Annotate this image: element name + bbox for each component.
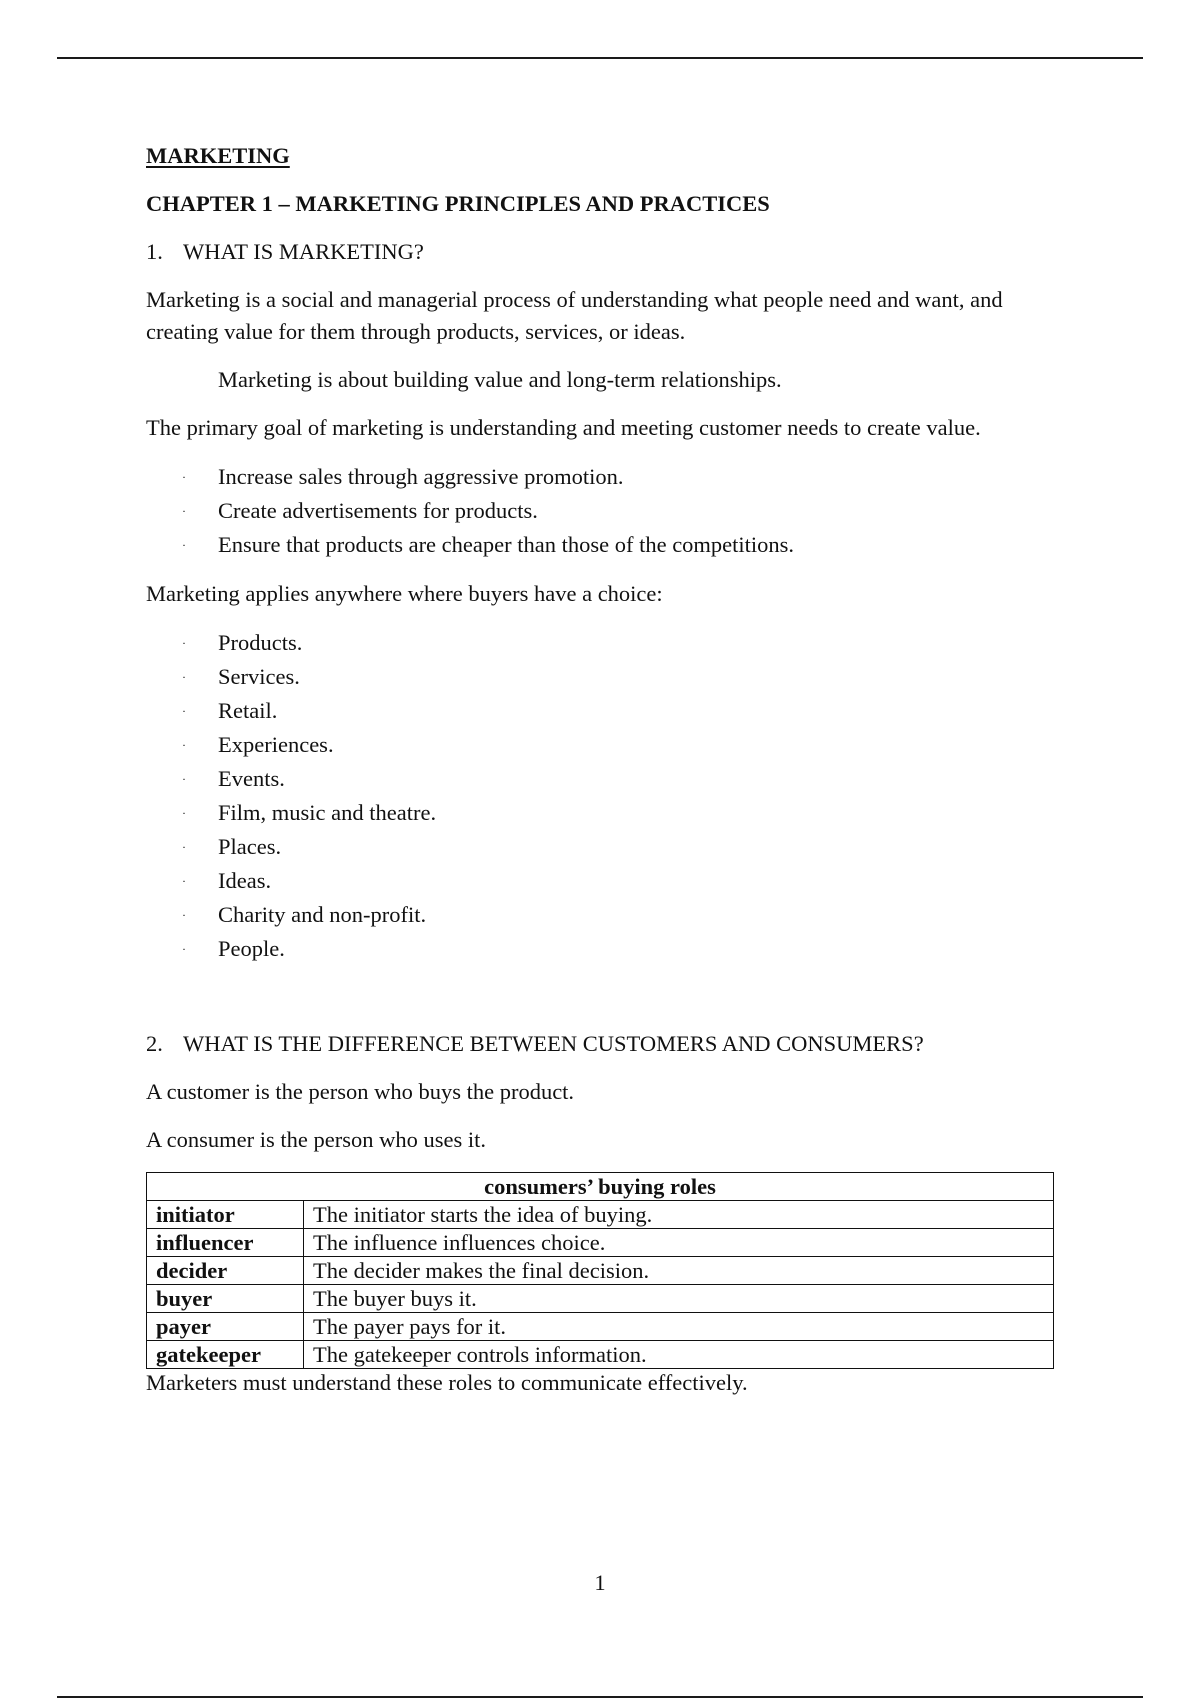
list-item: [146, 626, 1066, 660]
list-item: [146, 728, 1066, 762]
list-item: [146, 762, 1066, 796]
bullet-icon: ·: [182, 538, 186, 552]
document-title: MARKETING: [146, 143, 290, 168]
applies-intro: Marketing applies anywhere where buyers have a choice:: [146, 581, 663, 606]
table-row: [147, 1313, 1054, 1341]
section-1-heading: [146, 236, 1066, 268]
page-content: [146, 140, 1066, 1397]
list-item: [146, 460, 1066, 494]
table-row: [147, 1257, 1054, 1285]
customer-definition: A customer is the person who buys the product.: [146, 1079, 575, 1104]
list-item-text: People.: [218, 936, 285, 961]
list-item-text: Create advertisements for products.: [218, 498, 538, 523]
list-item-text: Ideas.: [218, 868, 272, 893]
role-description: The gatekeeper controls information.: [304, 1341, 1054, 1369]
list-item-text: Experiences.: [218, 732, 334, 757]
indented-note: Marketing is about building value and long-term relationships.: [218, 367, 782, 392]
bullet-icon: ·: [182, 504, 186, 518]
role-name: initiator: [147, 1201, 304, 1229]
bottom-rule: [57, 1696, 1143, 1698]
marketing-definition: Marketing is a social and managerial process of understanding what people need and want, and creating value for them through products, services, or ideas.: [146, 287, 1003, 344]
table-row: [147, 1201, 1054, 1229]
primary-goal: The primary goal of marketing is understanding and meeting customer needs to create value.: [146, 415, 981, 440]
role-name: decider: [147, 1257, 304, 1285]
section-2-heading-text: WHAT IS THE DIFFERENCE BETWEEN CUSTOMERS AND CONSUMERS?: [183, 1031, 924, 1056]
table-header-row: [147, 1173, 1054, 1201]
list-item: [146, 932, 1066, 966]
bullet-icon: ·: [182, 670, 186, 684]
bullet-icon: ·: [182, 704, 186, 718]
applies-bullet-list: [146, 626, 1066, 966]
list-item-text: Events.: [218, 766, 285, 791]
after-table-note: Marketers must understand these roles to communicate effectively.: [146, 1370, 748, 1395]
list-item: [146, 660, 1066, 694]
table-header: consumers’ buying roles: [147, 1173, 1054, 1201]
role-name: gatekeeper: [147, 1341, 304, 1369]
consumer-definition: A consumer is the person who uses it.: [146, 1127, 486, 1152]
list-item-text: Film, music and theatre.: [218, 800, 437, 825]
section-1-number: 1.: [146, 239, 163, 264]
role-description: The decider makes the final decision.: [304, 1257, 1054, 1285]
bullet-icon: ·: [182, 636, 186, 650]
role-name: payer: [147, 1313, 304, 1341]
role-name: influencer: [147, 1229, 304, 1257]
bullet-icon: ·: [182, 908, 186, 922]
section-2-number: 2.: [146, 1031, 163, 1056]
table-row: [147, 1229, 1054, 1257]
section-2-heading: [146, 1028, 1066, 1060]
list-item: [146, 898, 1066, 932]
buying-roles-table: [146, 1172, 1054, 1369]
list-item-text: Ensure that products are cheaper than those of the competitions.: [218, 532, 795, 557]
list-item: [146, 796, 1066, 830]
chapter-title: CHAPTER 1 – MARKETING PRINCIPLES AND PRACTICES: [146, 191, 770, 216]
list-item-text: Places.: [218, 834, 282, 859]
list-item: [146, 694, 1066, 728]
list-item-text: Products.: [218, 630, 303, 655]
list-item-text: Charity and non-profit.: [218, 902, 427, 927]
list-item-text: Services.: [218, 664, 300, 689]
bullet-icon: ·: [182, 840, 186, 854]
list-item-text: Retail.: [218, 698, 278, 723]
role-description: The influence influences choice.: [304, 1229, 1054, 1257]
list-item: [146, 830, 1066, 864]
section-1-heading-text: WHAT IS MARKETING?: [183, 239, 424, 264]
list-item: [146, 494, 1066, 528]
role-name: buyer: [147, 1285, 304, 1313]
bullet-icon: ·: [182, 470, 186, 484]
bullet-icon: ·: [182, 806, 186, 820]
bullet-icon: ·: [182, 738, 186, 752]
goal-bullet-list: [146, 460, 1066, 562]
bullet-icon: ·: [182, 874, 186, 888]
bullet-icon: ·: [182, 772, 186, 786]
section-spacer: [146, 982, 1066, 1028]
list-item: [146, 864, 1066, 898]
top-rule: [57, 57, 1143, 59]
list-item-text: Increase sales through aggressive promotion.: [218, 464, 624, 489]
bullet-icon: ·: [182, 942, 186, 956]
page-number: 1: [594, 1570, 606, 1595]
role-description: The payer pays for it.: [304, 1313, 1054, 1341]
list-item: [146, 528, 1066, 562]
role-description: The buyer buys it.: [304, 1285, 1054, 1313]
table-row: [147, 1341, 1054, 1369]
table-row: [147, 1285, 1054, 1313]
role-description: The initiator starts the idea of buying.: [304, 1201, 1054, 1229]
